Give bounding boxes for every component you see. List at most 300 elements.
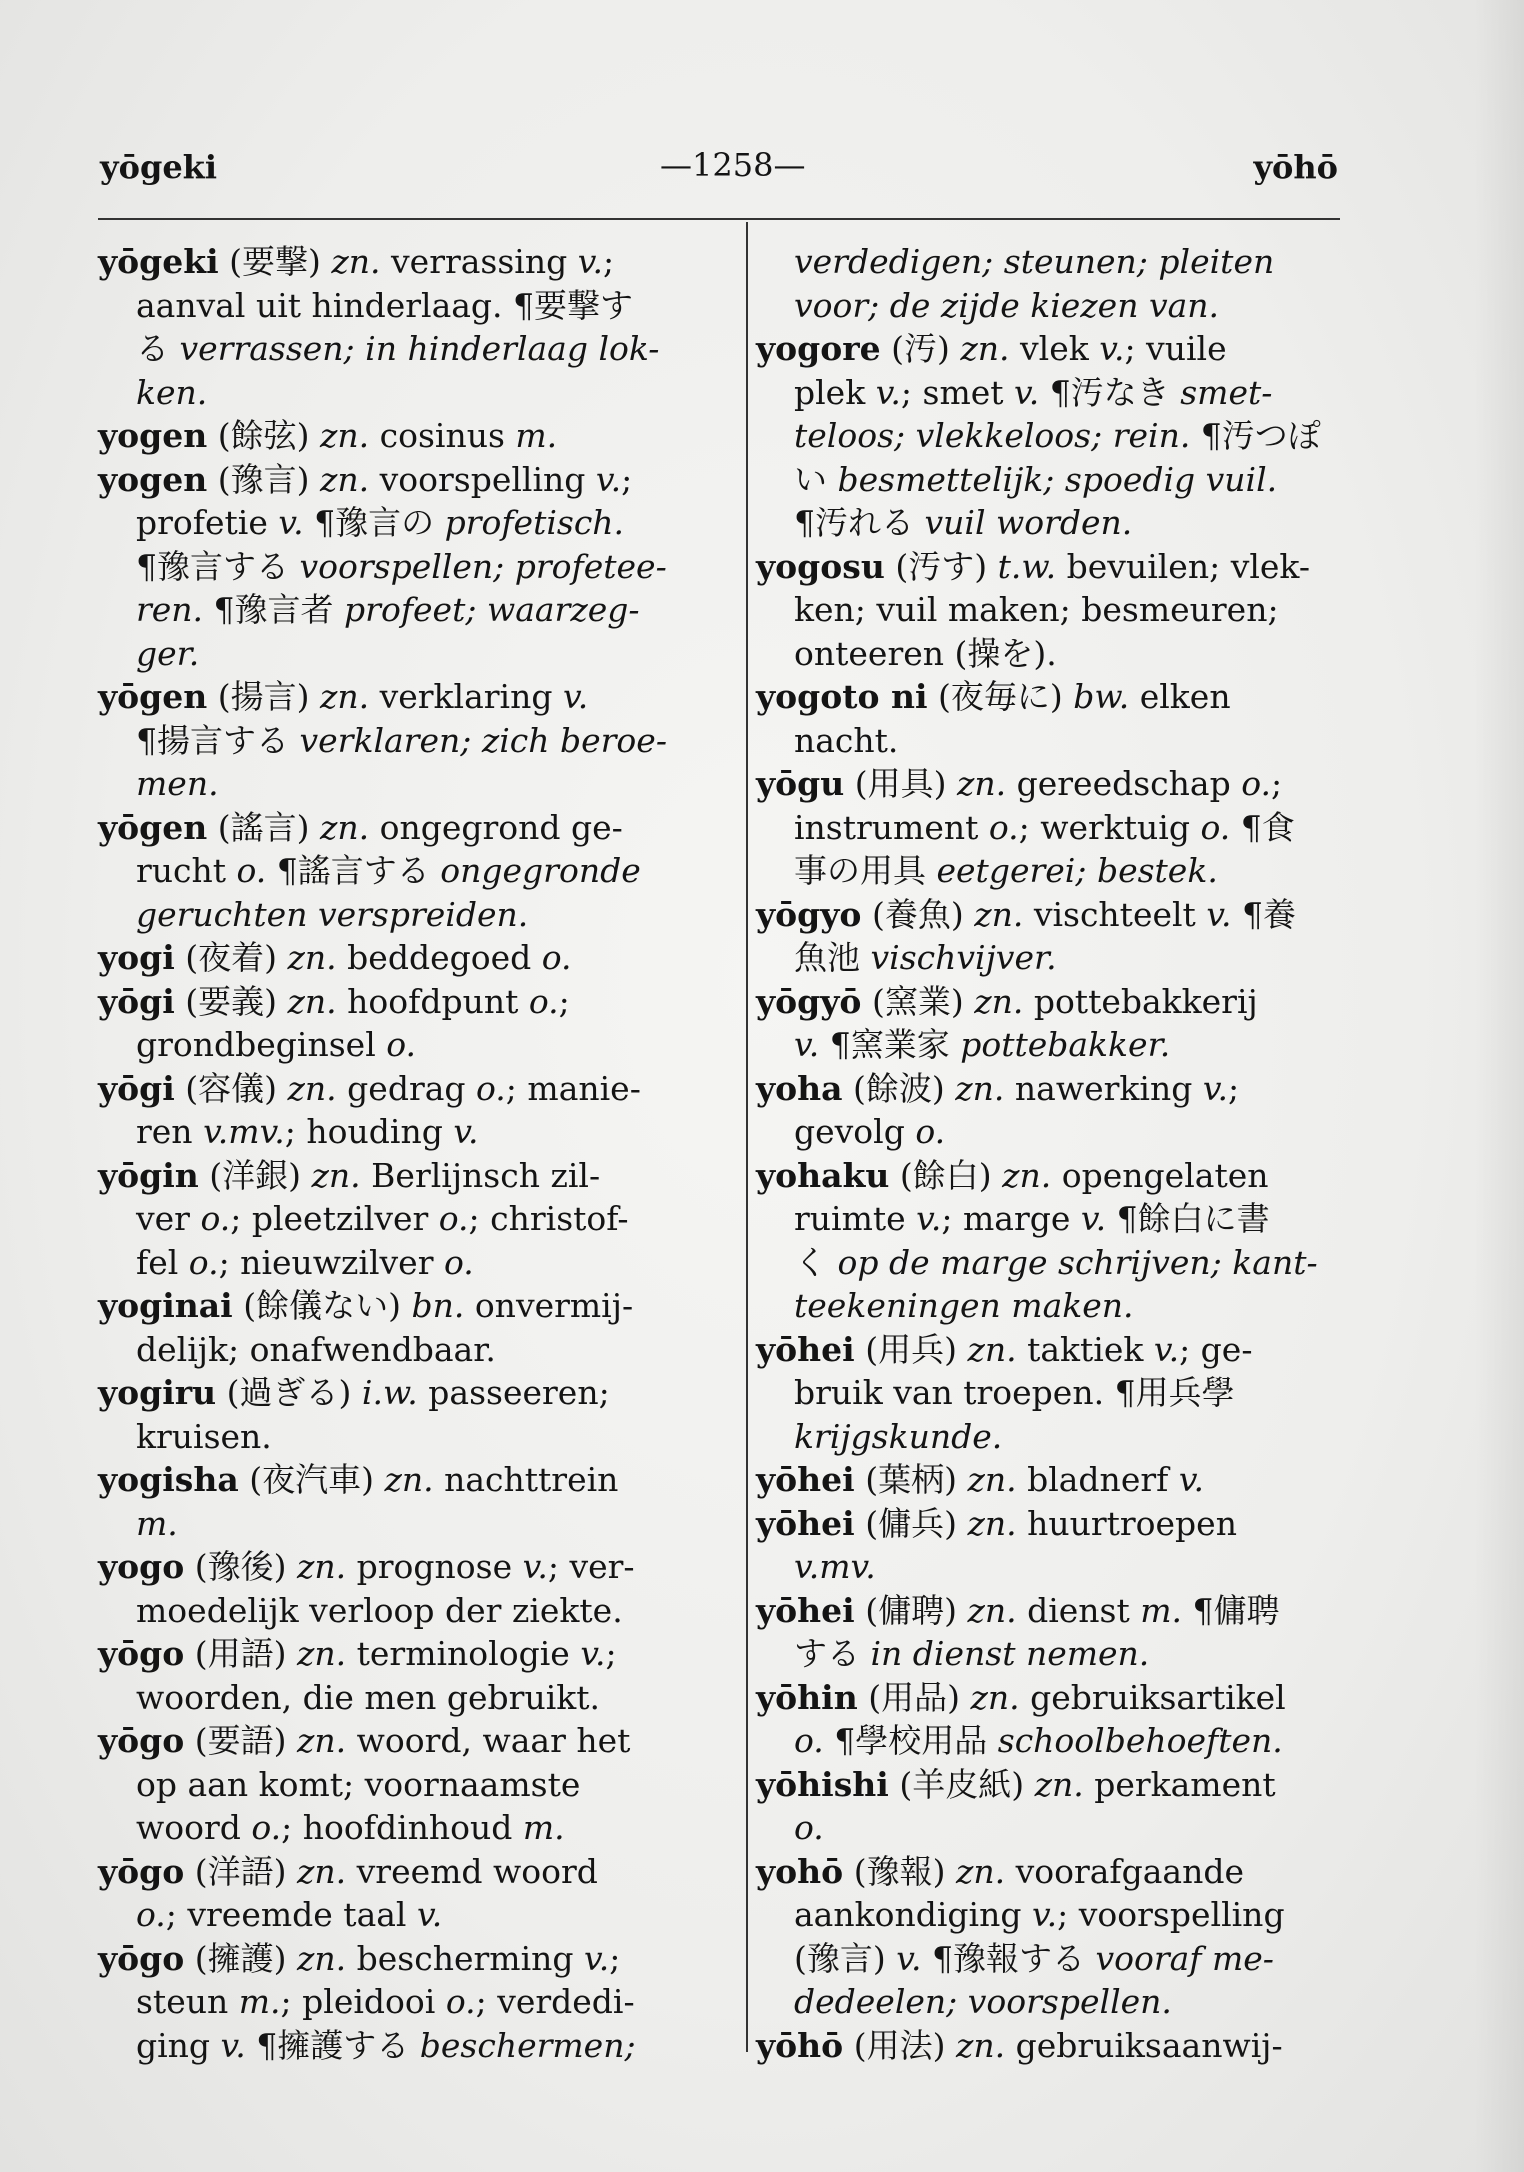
headword: yōgi: [98, 981, 175, 1021]
dictionary-entry: [98, 1458, 728, 1545]
entry-line: [756, 1632, 1361, 1676]
entry-line: [756, 675, 1361, 719]
entry-text: plek: [794, 372, 876, 412]
entry-line: [98, 327, 728, 371]
entry-text: (餘波): [842, 1068, 956, 1108]
headword: yōgo: [98, 1851, 185, 1891]
headword: yogosu: [756, 546, 885, 586]
dictionary-entry: [756, 1589, 1361, 1676]
entry-line: [756, 1110, 1361, 1154]
italic-text: voorspellen; profetee-: [299, 546, 667, 586]
headword: yōgeki: [98, 242, 219, 281]
italic-text: zn.: [974, 981, 1024, 1021]
headword: yohō: [756, 1851, 844, 1891]
entry-text: voorafgaande: [1005, 1851, 1244, 1891]
dictionary-entry: [756, 1502, 1361, 1589]
entry-text: ; verdedi-: [475, 1982, 635, 2021]
entry-line: [98, 936, 728, 980]
italic-text: v.: [1014, 372, 1040, 412]
italic-text: ger.: [136, 633, 200, 673]
entry-text: ;: [602, 242, 615, 281]
entry-text: instrument: [794, 807, 989, 847]
italic-text: v.: [1206, 894, 1232, 934]
italic-text: v.: [1080, 1199, 1107, 1238]
entry-line: [756, 1415, 1361, 1459]
dictionary-entry: [98, 458, 728, 676]
italic-text: v.: [1178, 1460, 1205, 1499]
italic-text: v.: [416, 1895, 443, 1934]
entry-text: (用具): [844, 764, 957, 803]
italic-text: op de marge schrijven; kant-: [837, 1242, 1318, 1282]
entry-text: verrassing: [380, 242, 578, 281]
italic-text: zn.: [287, 938, 337, 977]
italic-text: o.: [915, 1112, 946, 1151]
entry-line: [98, 1676, 728, 1720]
italic-text: zn.: [319, 459, 370, 499]
entry-line: [756, 893, 1361, 937]
entry-line: [98, 501, 728, 545]
entry-text: ;: [1270, 764, 1283, 803]
entry-text: grondbeginsel: [136, 1025, 387, 1064]
italic-text: men.: [136, 764, 219, 803]
italic-text: v.mv.: [203, 1112, 285, 1151]
entry-line: [756, 1719, 1361, 1763]
entry-line: [98, 545, 728, 589]
italic-text: v.: [1202, 1068, 1229, 1108]
italic-text: o.: [438, 1199, 469, 1238]
entry-text: (餘白): [889, 1155, 1003, 1195]
italic-text: zn.: [384, 1460, 434, 1499]
italic-text: m.: [1140, 1590, 1183, 1630]
entry-line: [98, 1806, 728, 1850]
entry-line: [756, 1284, 1361, 1328]
entry-line: [98, 1719, 728, 1763]
page-number: —1258—: [660, 146, 806, 184]
italic-text: pottebakker.: [960, 1025, 1171, 1064]
entry-line: [98, 1415, 728, 1459]
entry-text: dienst: [1016, 1590, 1141, 1630]
entry-line: [98, 371, 728, 415]
entry-text: (夜着): [174, 938, 288, 977]
dictionary-entry: [756, 1154, 1361, 1328]
dictionary-entry: [756, 675, 1361, 762]
entry-line: [98, 849, 728, 893]
italic-text: o.: [251, 1808, 282, 1847]
entry-line: [98, 980, 728, 1024]
entry-text: ; hoofdinhoud: [281, 1808, 523, 1847]
italic-text: zn.: [287, 981, 337, 1021]
entry-text: bladnerf: [1016, 1460, 1179, 1499]
entry-text: ¶窯業家: [819, 1025, 961, 1064]
entry-line: [98, 1850, 728, 1894]
headword: yōhishi: [756, 1764, 889, 1804]
italic-text: schoolbehoeften.: [997, 1721, 1283, 1760]
entry-text: (要撃): [218, 242, 332, 281]
entry-text: ¶謠言する: [266, 851, 441, 890]
italic-text: o.: [794, 1808, 824, 1847]
entry-text: (豫報): [843, 1851, 956, 1891]
italic-text: vooraf me-: [1095, 1938, 1274, 1978]
entry-line: [98, 1980, 728, 2024]
entry-text: (汚): [880, 329, 961, 368]
entry-line: [98, 1197, 728, 1241]
italic-text: zn.: [974, 894, 1024, 934]
entry-text: gedrag: [336, 1068, 477, 1108]
entry-line: [98, 1067, 728, 1111]
italic-text: zn.: [297, 1634, 347, 1673]
dictionary-entry: [756, 762, 1361, 893]
italic-text: o.: [443, 1242, 474, 1282]
italic-text: v.: [577, 242, 603, 281]
italic-text: o.: [541, 938, 572, 977]
entry-text: ; pleetzilver: [230, 1199, 439, 1238]
headword: yoha: [756, 1068, 843, 1108]
entry-text: steun: [136, 1982, 239, 2021]
italic-text: v.: [1099, 329, 1125, 368]
italic-text: zn.: [967, 1503, 1017, 1543]
headword: yoginai: [98, 1286, 233, 1325]
entry-text: ; smet: [900, 372, 1015, 412]
italic-text: i.w.: [361, 1373, 418, 1412]
italic-text: v.: [916, 1199, 942, 1238]
entry-text: ; voorspelling: [1057, 1895, 1285, 1934]
entry-text: huurtroepen: [1016, 1503, 1237, 1543]
italic-text: zn.: [319, 807, 370, 847]
italic-text: eetgerei; bestek.: [936, 851, 1218, 890]
entry-text: passeeren;: [417, 1373, 610, 1412]
italic-text: v.: [522, 1547, 548, 1586]
entry-text: ¶揚言する: [136, 720, 300, 760]
entry-text: ; ver-: [547, 1547, 635, 1586]
italic-text: verklaren; zich beroe-: [299, 720, 667, 760]
dictionary-entry: [756, 545, 1361, 676]
entry-text: terminologie: [346, 1634, 581, 1673]
italic-text: o.: [386, 1025, 417, 1064]
headword: yōhei: [756, 1460, 855, 1499]
entry-text: (用兵): [854, 1329, 968, 1369]
headword: yōhin: [756, 1677, 858, 1717]
dictionary-entry: [98, 1937, 728, 2068]
entry-text: ¶豫言者: [203, 590, 345, 629]
italic-text: ren.: [136, 590, 204, 629]
italic-text: voor; de zijde kiezen van.: [794, 285, 1220, 325]
headword: yōhō: [756, 2025, 844, 2065]
entry-text: voorspelling: [369, 459, 596, 499]
entry-text: moedelijk verloop der ziekte.: [136, 1590, 623, 1630]
entry-text: (羊皮紙): [888, 1764, 1035, 1804]
entry-line: [98, 1632, 728, 1676]
italic-text: verrassen; in hinderlaag lok-: [179, 329, 660, 368]
entry-text: (傭聘): [854, 1590, 968, 1630]
entry-text: woorden, die men gebruikt.: [136, 1677, 601, 1717]
entry-line: [756, 240, 1361, 284]
entry-line: [98, 1893, 728, 1937]
dictionary-entry: [98, 806, 728, 937]
entry-text: onvermij-: [464, 1286, 634, 1325]
entry-line: [756, 588, 1361, 632]
headword: yohaku: [756, 1155, 890, 1195]
entry-line: [756, 1850, 1361, 1894]
left-guide-word: yōgeki: [100, 148, 217, 186]
italic-text: o.: [445, 1982, 476, 2021]
italic-text: verdedigen; steunen; pleiten: [794, 242, 1275, 281]
entry-text: ;: [1228, 1068, 1240, 1108]
headword: yōgen: [98, 677, 208, 716]
italic-text: m.: [522, 1808, 565, 1847]
dictionary-entry: [98, 1284, 728, 1371]
entry-line: [98, 1589, 728, 1633]
entry-text: verklaring: [369, 677, 563, 716]
entry-line: [756, 327, 1361, 371]
entry-text: ;: [558, 981, 570, 1021]
entry-line: [756, 1545, 1361, 1589]
entry-line: [98, 588, 728, 632]
dictionary-entry: [98, 414, 728, 458]
italic-text: profetisch.: [444, 503, 625, 542]
italic-text: v.: [896, 1938, 922, 1978]
italic-text: o.: [988, 807, 1019, 847]
dictionary-entry: [756, 1850, 1361, 2024]
headword: yōgen: [98, 807, 208, 847]
entry-line: [98, 458, 728, 502]
entry-text: ¶學校用品: [823, 1721, 998, 1760]
entry-line: [98, 1284, 728, 1328]
italic-text: o.: [1241, 764, 1271, 803]
headword: yogoto ni: [756, 677, 928, 716]
italic-text: zn.: [297, 1851, 347, 1891]
entry-line: [756, 284, 1361, 328]
entry-text: (窯業): [861, 981, 975, 1021]
entry-text: prognose: [346, 1547, 523, 1586]
italic-text: zn.: [287, 1068, 337, 1108]
right-column: [756, 240, 1361, 2067]
entry-text: く: [794, 1242, 838, 1282]
entry-line: [756, 1371, 1361, 1415]
italic-text: zn.: [957, 764, 1007, 803]
entry-text: (容儀): [174, 1068, 288, 1108]
dictionary-entry: [756, 2024, 1361, 2068]
entry-text: kruisen.: [136, 1416, 272, 1456]
italic-text: zn.: [319, 677, 370, 716]
entry-line: [98, 1502, 728, 1546]
italic-text: in dienst nemen.: [870, 1634, 1150, 1673]
entry-text: Berlijnsch zil-: [360, 1155, 601, 1195]
entry-line: [98, 719, 728, 763]
entry-line: [756, 936, 1361, 980]
italic-text: ken.: [136, 372, 208, 412]
italic-text: m.: [515, 416, 558, 455]
dictionary-entry: [756, 1763, 1361, 1850]
entry-text: cosinus: [369, 416, 516, 455]
dictionary-entry: [756, 1328, 1361, 1459]
entry-line: [98, 1154, 728, 1198]
italic-text: v.: [584, 1938, 610, 1978]
entry-text: する: [794, 1634, 871, 1673]
italic-text: zn.: [955, 2025, 1006, 2065]
dictionary-entry: [756, 893, 1361, 980]
entry-text: ¶豫言の: [303, 503, 445, 542]
italic-text: zn.: [967, 1590, 1017, 1630]
headword: yōgo: [98, 1938, 185, 1978]
left-column: [98, 240, 728, 2067]
entry-line: [756, 1980, 1361, 2024]
italic-text: krijgskunde.: [794, 1416, 1003, 1456]
entry-text: opengelaten: [1051, 1155, 1269, 1195]
italic-text: m.: [136, 1503, 178, 1543]
entry-text: bevuilen; vlek-: [1056, 546, 1310, 586]
entry-text: bescherming: [346, 1938, 584, 1978]
entry-line: [756, 1763, 1361, 1807]
entry-line: [756, 1197, 1361, 1241]
entry-line: [756, 2024, 1361, 2068]
italic-text: v.: [875, 372, 901, 412]
entry-text: ; vreemde taal: [165, 1895, 417, 1934]
entry-text: (餘弦): [207, 416, 320, 455]
header-rule: [98, 218, 1340, 220]
italic-text: teekeningen maken.: [794, 1286, 1134, 1325]
entry-line: [756, 762, 1361, 806]
italic-text: zn.: [297, 1547, 347, 1586]
italic-text: o.: [236, 851, 267, 890]
entry-text: (要義): [174, 981, 288, 1021]
dictionary-entry: [756, 327, 1361, 545]
headword: yōhei: [756, 1590, 855, 1630]
headword: yōgin: [98, 1155, 199, 1195]
entry-text: woord: [136, 1808, 252, 1847]
entry-text: (葉柄): [854, 1460, 968, 1499]
entry-text: 事の用具: [794, 851, 937, 890]
entry-line: [98, 240, 728, 284]
entry-text: (豫言): [794, 1938, 897, 1978]
headword: yōgo: [98, 1634, 185, 1673]
italic-text: v.: [562, 677, 589, 716]
entry-text: woord, waar het: [346, 1721, 631, 1760]
entry-line: [756, 1806, 1361, 1850]
entry-line: [756, 1241, 1361, 1285]
dictionary-entry: [756, 980, 1361, 1067]
italic-text: zn.: [967, 1329, 1017, 1369]
entry-text: ¶汚なき: [1039, 372, 1181, 412]
entry-text: taktiek: [1016, 1329, 1154, 1369]
entry-text: ging: [136, 2025, 221, 2065]
italic-text: o.: [794, 1721, 824, 1760]
dictionary-entry: [756, 240, 1361, 327]
entry-text: aanval uit hinderlaag. ¶要撃す: [136, 285, 634, 325]
entry-line: [98, 632, 728, 676]
italic-text: zn.: [955, 1068, 1005, 1108]
dictionary-entry: [98, 1154, 728, 1285]
italic-text: bn.: [411, 1286, 465, 1325]
entry-line: [756, 1458, 1361, 1502]
entry-text: (洋銀): [198, 1155, 312, 1195]
entry-text: (餘儀ない): [232, 1286, 412, 1325]
entry-text: gebruiksaanwij-: [1005, 2025, 1283, 2065]
headword: yōgu: [756, 764, 845, 803]
entry-text: ; houding: [284, 1112, 454, 1151]
italic-text: o.: [476, 1068, 506, 1108]
italic-text: teloos; vlekkeloos; rein.: [794, 416, 1191, 455]
entry-text: aankondiging: [794, 1895, 1032, 1934]
entry-text: ; manie-: [505, 1068, 641, 1108]
dictionary-entry: [756, 1676, 1361, 1763]
italic-text: beschermen;: [419, 2025, 636, 2065]
entry-line: [98, 1458, 728, 1502]
entry-line: [98, 1328, 728, 1372]
entry-text: ¶食: [1230, 807, 1295, 847]
entry-line: [756, 806, 1361, 850]
entry-line: [98, 1545, 728, 1589]
entry-line: [98, 1763, 728, 1807]
italic-text: zn.: [955, 1851, 1006, 1891]
dictionary-entry: [98, 1371, 728, 1458]
italic-text: vischvijver.: [870, 938, 1057, 977]
headword: yōgyō: [756, 981, 862, 1021]
dictionary-entry: [98, 1632, 728, 1719]
italic-text: v.: [278, 503, 304, 542]
entry-line: [98, 675, 728, 719]
entry-text: gereedschap: [1006, 764, 1242, 803]
italic-text: bw.: [1073, 677, 1130, 716]
italic-text: o.: [528, 981, 559, 1021]
italic-text: o.: [200, 1199, 231, 1238]
entry-text: elken: [1129, 677, 1231, 716]
dictionary-entry: [98, 1850, 728, 1937]
right-guide-word: yōhō: [1253, 148, 1338, 186]
italic-text: zn.: [960, 329, 1010, 368]
entry-text: ¶傭聘: [1182, 1590, 1280, 1630]
entry-text: pottebakkerij: [1023, 981, 1258, 1021]
italic-text: ongegronde: [440, 851, 641, 890]
entry-line: [756, 1589, 1361, 1633]
italic-text: v.mv.: [794, 1547, 876, 1586]
entry-text: ;: [609, 1938, 621, 1978]
italic-text: zn.: [297, 1721, 347, 1760]
italic-text: v.: [595, 459, 622, 499]
entry-text: (擁護): [184, 1938, 298, 1978]
entry-text: (過ぎる): [216, 1373, 362, 1412]
entry-text: ;: [621, 459, 633, 499]
italic-text: zn.: [970, 1677, 1020, 1717]
italic-text: m.: [238, 1982, 281, 2021]
headword: yōgo: [98, 1721, 185, 1760]
dictionary-entry: [98, 240, 728, 414]
italic-text: profeet; waarzeg-: [344, 590, 640, 629]
entry-text: (汚す): [884, 546, 998, 586]
italic-text: besmettelijk; spoedig vuil.: [837, 459, 1278, 499]
headword: yōgyo: [756, 894, 862, 934]
dictionary-entry: [98, 1545, 728, 1632]
entry-text: perkament: [1083, 1764, 1276, 1804]
entry-line: [756, 1023, 1361, 1067]
entry-text: ; werktuig: [1018, 807, 1201, 847]
entry-text: い: [794, 459, 838, 499]
entry-line: [98, 2024, 728, 2068]
entry-line: [756, 1893, 1361, 1937]
entry-line: [756, 1676, 1361, 1720]
entry-text: nawerking: [1004, 1068, 1203, 1108]
italic-text: t.w.: [997, 546, 1057, 586]
entry-line: [98, 414, 728, 458]
entry-text: rucht: [136, 851, 237, 890]
italic-text: zn.: [331, 242, 381, 281]
entry-line: [756, 501, 1361, 545]
dictionary-entry: [98, 1719, 728, 1850]
entry-line: [98, 806, 728, 850]
entry-text: vlek: [1009, 329, 1100, 368]
entry-text: (謠言): [207, 807, 320, 847]
entry-text: (揚言): [207, 677, 320, 716]
headword: yogisha: [98, 1460, 239, 1499]
